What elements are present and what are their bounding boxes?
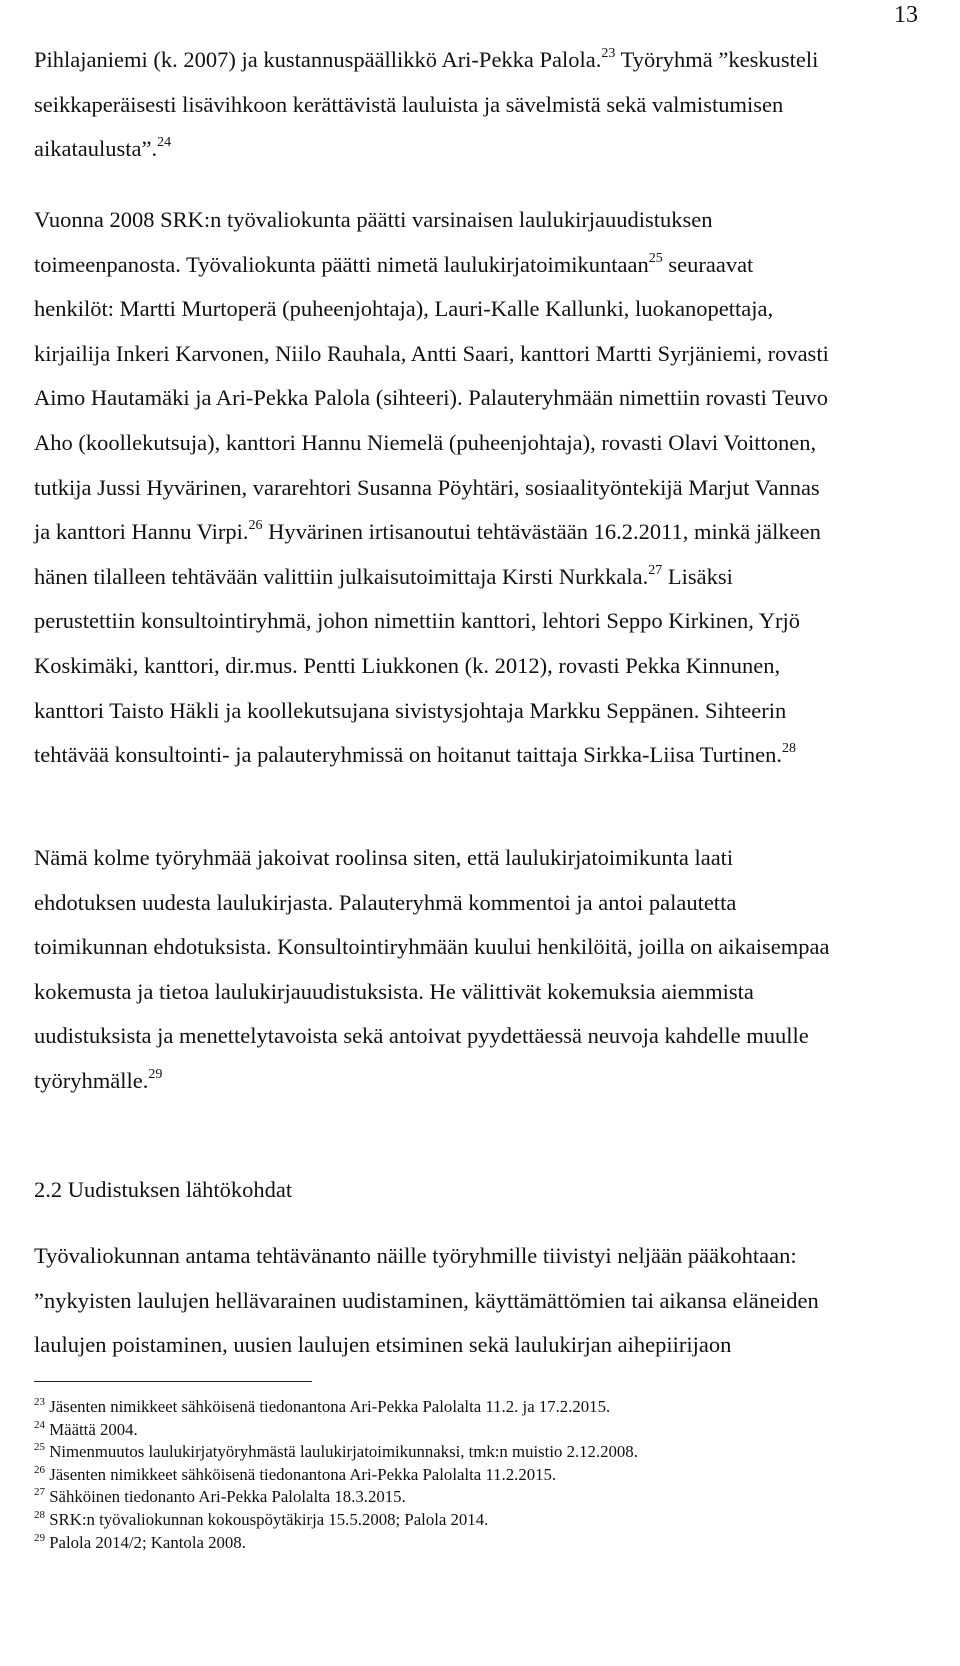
line-text: uudistuksista ja menettelytavoista sekä antoivat pyydettäessä neuvoja kahdelle muulle (34, 1023, 809, 1049)
line-text: ”nykyisten laulujen hellävarainen uudistaminen, käyttämättömien tai aikansa eläneiden (34, 1287, 819, 1313)
footnote-number: 24 (34, 1418, 45, 1431)
footnote-number: 23 (34, 1396, 45, 1408)
footnote-text: Jäsenten nimikkeet sähköisenä tiedonantona Ari-Pekka Palolalta 11.2.2015. (45, 1464, 557, 1484)
line-text: hänen tilalleen tehtävään valittiin julkaisutoimittaja Kirsti Nurkkala. (34, 563, 649, 589)
footnote-ref[interactable]: 27 (648, 562, 663, 578)
line-text: henkilöt: Martti Murtoperä (puheenjohtaja), Lauri-Kalle Kallunki, luokanopettaja, (34, 296, 774, 322)
paragraph-lines (34, 836, 940, 1104)
line-text: Pihlajaniemi (k. 2007) ja kustannuspäällikkö Ari-Pekka Palola. (34, 47, 602, 72)
footnote (34, 1509, 934, 1532)
line-text: ja kanttori Hannu Virpi. (34, 519, 249, 545)
footnotes (34, 1396, 934, 1554)
line-text: aikataulusta”. (34, 136, 158, 162)
line-text: kokemusta ja tietoa laulukirjauudistuksista. He välittivät kokemuksia aiemmista (34, 978, 754, 1004)
line-text-after: Työryhmä ”keskusteli (615, 47, 819, 72)
line-text-after: Lisäksi (662, 563, 733, 589)
text-line (34, 510, 940, 555)
footnote (34, 1486, 934, 1509)
footnote (34, 1532, 934, 1555)
text-line (34, 376, 940, 421)
line-text: seikkaperäisesti lisävihkoon kerättävistä lauluista ja sävelmistä sekä valmistumisen (34, 91, 784, 117)
text-line (34, 287, 940, 332)
body-paragraph-3 (34, 836, 940, 1104)
footnote (34, 1419, 934, 1442)
body-paragraph-1 (34, 38, 940, 172)
footnote (34, 1464, 934, 1487)
footnote-text: Palola 2014/2; Kantola 2008. (45, 1532, 246, 1552)
text-line (34, 1279, 940, 1324)
footnote-number: 26 (34, 1463, 45, 1476)
footnote-divider (34, 1381, 312, 1382)
body-paragraph-4 (34, 1234, 940, 1368)
line-text: toimikunnan ehdotuksista. Konsultointiryhmään kuului henkilöitä, joilla on aikaisempaa (34, 934, 830, 960)
footnote-number: 28 (34, 1508, 45, 1521)
footnote-text: Määttä 2004. (45, 1419, 138, 1439)
footnote-ref[interactable]: 29 (148, 1066, 163, 1082)
text-line (34, 127, 940, 172)
line-text: työryhmälle. (34, 1067, 149, 1093)
line-text: Aho (koollekutsuja), kanttori Hannu Niemelä (puheenjohtaja), rovasti Olavi Voittonen, (34, 429, 817, 455)
line-text-after: seuraavat (662, 251, 754, 277)
text-line (34, 644, 940, 689)
text-line (34, 421, 940, 466)
section-heading: 2.2 Uudistuksen lähtökohdat (34, 1177, 293, 1202)
footnote-number: 25 (34, 1441, 45, 1454)
line-text: toimeenpanosta. Työvaliokunta päätti nimetä laulukirjatoimikuntaan (34, 251, 649, 277)
line-text: tehtävää konsultointi- ja palauteryhmissä on hoitanut taittaja Sirkka-Liisa Turtinen. (34, 742, 782, 768)
footnote-ref[interactable]: 28 (781, 741, 796, 757)
line-text: Työvaliokunnan antama tehtävänanto näille työryhmille tiivistyi neljään pääkohtaan: (34, 1243, 797, 1268)
footnote (34, 1396, 934, 1419)
footnote-ref[interactable]: 23 (601, 46, 616, 61)
line-text: Nämä kolme työryhmää jakoivat roolinsa siten, että laulukirjatoimikunta laati (34, 845, 734, 870)
line-text: Vuonna 2008 SRK:n työvaliokunta päätti varsinaisen laulukirjauudistuksen (34, 207, 713, 232)
text-line (34, 332, 940, 377)
text-line (34, 466, 940, 511)
text-line (34, 1059, 940, 1104)
text-line (34, 881, 940, 926)
text-line (34, 836, 940, 881)
footnote-text: SRK:n työvaliokunnan kokouspöytäkirja 15.5.2008; Palola 2014. (45, 1509, 489, 1529)
line-text: kanttori Taisto Häkli ja koollekutsujana sivistysjohtaja Markku Seppänen. Sihteerin (34, 697, 787, 723)
line-text: tutkija Jussi Hyvärinen, vararehtori Susanna Pöyhtäri, sosiaalityöntekijä Marjut Vannas (34, 474, 820, 500)
text-line (34, 83, 940, 128)
text-line (34, 1014, 940, 1059)
body-paragraph-2 (34, 198, 940, 778)
footnote-text: Nimenmuutos laulukirjatyöryhmästä laulukirjatoimikunnaksi, tmk:n muistio 2.12.2008. (45, 1442, 638, 1462)
line-text: Aimo Hautamäki ja Ari-Pekka Palola (sihteeri). Palauteryhmään nimettiin rovasti Teuvo (34, 385, 829, 411)
paragraph-lines (34, 1234, 940, 1368)
text-line (34, 970, 940, 1015)
footnote (34, 1441, 934, 1464)
line-text: Koskimäki, kanttori, dir.mus. Pentti Liukkonen (k. 2012), rovasti Pekka Kinnunen, (34, 652, 781, 678)
text-line (34, 243, 940, 288)
text-line (34, 38, 940, 83)
page-number: 13 (894, 2, 918, 28)
footnote-number: 27 (34, 1486, 45, 1499)
text-line (34, 733, 940, 778)
text-line (34, 599, 940, 644)
paragraph-lines (34, 38, 940, 172)
line-text: ehdotuksen uudesta laulukirjasta. Palauteryhmä kommentoi ja antoi palautetta (34, 889, 737, 915)
paragraph-lines (34, 198, 940, 778)
footnote-ref[interactable]: 24 (157, 135, 172, 151)
footnote-number: 29 (34, 1531, 45, 1544)
line-text: kirjailija Inkeri Karvonen, Niilo Rauhala, Antti Saari, kanttori Martti Syrjäniemi, rovasti (34, 340, 829, 366)
text-line (34, 1234, 940, 1279)
text-line (34, 689, 940, 734)
line-text: perustettiin konsultointiryhmä, johon nimettiin kanttori, lehtori Seppo Kirkinen, Yrjö (34, 608, 800, 634)
line-text: laulujen poistaminen, uusien laulujen etsiminen sekä laulukirjan aihepiirijaon (34, 1332, 732, 1358)
footnote-text: Sähköinen tiedonanto Ari-Pekka Palolalta 18.3.2015. (45, 1487, 406, 1507)
text-line (34, 555, 940, 600)
footnote-ref[interactable]: 25 (648, 250, 663, 266)
text-line (34, 1323, 940, 1368)
footnote-ref[interactable]: 26 (248, 518, 263, 534)
text-line (34, 925, 940, 970)
text-line (34, 198, 940, 243)
line-text-after: Hyvärinen irtisanoutui tehtävästään 16.2.2011, minkä jälkeen (262, 519, 821, 545)
section-heading-block (34, 1168, 940, 1213)
footnote-text: Jäsenten nimikkeet sähköisenä tiedonantona Ari-Pekka Palolalta 11.2. ja 17.2.2015. (45, 1397, 611, 1416)
